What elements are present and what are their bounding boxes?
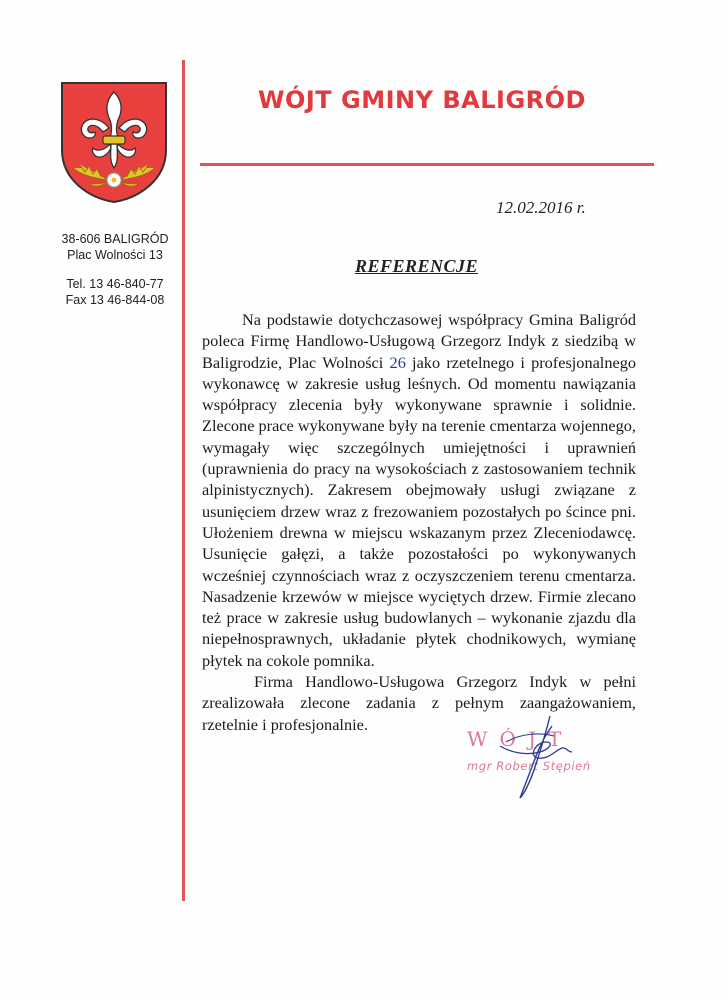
phone-number: Tel. 13 46-840-77 (66, 277, 164, 291)
address-block (40, 231, 190, 308)
fax-number: Fax 13 46-844-08 (65, 293, 165, 307)
stamp-title: WÓJT (467, 727, 574, 751)
paragraph-1 (202, 309, 636, 671)
coat-of-arms-icon (59, 80, 169, 204)
address-line1: 38-606 BALIGRÓD (61, 232, 169, 246)
paragraph-2: Firma Handlowo-Usługowa Grzegorz Indyk w pełni zrealizowała zlecone zadania z pełnym zaangażowaniem, rzetelnie i profesjonalnie. (202, 672, 636, 734)
document-date: 12.02.2016 r. (496, 198, 586, 217)
signature-icon (480, 712, 600, 802)
paragraph-1-rest: jako rzetelnego i profesjonalnego wykonawcę w zakresie usług leśnych. Od momentu nawiązania współpracy zlecenia były wykonywane sprawnie i solidnie. Zlecone prace wykonywane były na terenie cmentarza wojennego, wymagały więc szczególnych umiejętności i uprawnień (uprawnienia do pracy na wysokościach z zastosowaniem technik alpinistycznych). Zakresem obejmowały usługi związane z usunięciem drzew wraz z frezowaniem pozostałych po ścince pni. Ułożeniem drewna w miejscu wskazanym przez Zleceniodawcę. Usunięcie gałęzi, a także pozostałości po wykonywanych wcześniej czynnościach wraz z oczyszczeniem terenu cmentarza. Nasadzenie krzewów w miejsce wyciętych drzew. Firmie zlecano też prace w zakresie usług budowlanych – wykonanie zjazdu dla niepełnosprawnych, układanie płytek chodnikowych, wymianę płytek na cokole pomnika. (202, 352, 636, 670)
letter-body (202, 309, 636, 735)
letterhead-title: WÓJT GMINY BALIGRÓD (258, 86, 586, 114)
stamp-name: mgr Robert Stępień (467, 759, 591, 773)
document-heading: REFERENCJE (355, 256, 479, 276)
address-line2: Plac Wolności 13 (67, 248, 163, 262)
horizontal-divider (200, 163, 654, 166)
paragraph-1-start: Na podstawie dotychczasowej współpracy Gmina Baligród poleca Firmę Handlowo-Usługową Grzegorz Indyk z siedzibą w Baligrodzie, Plac Wolności (202, 310, 636, 372)
address-number: 26 (389, 352, 406, 372)
vertical-divider (182, 60, 185, 901)
